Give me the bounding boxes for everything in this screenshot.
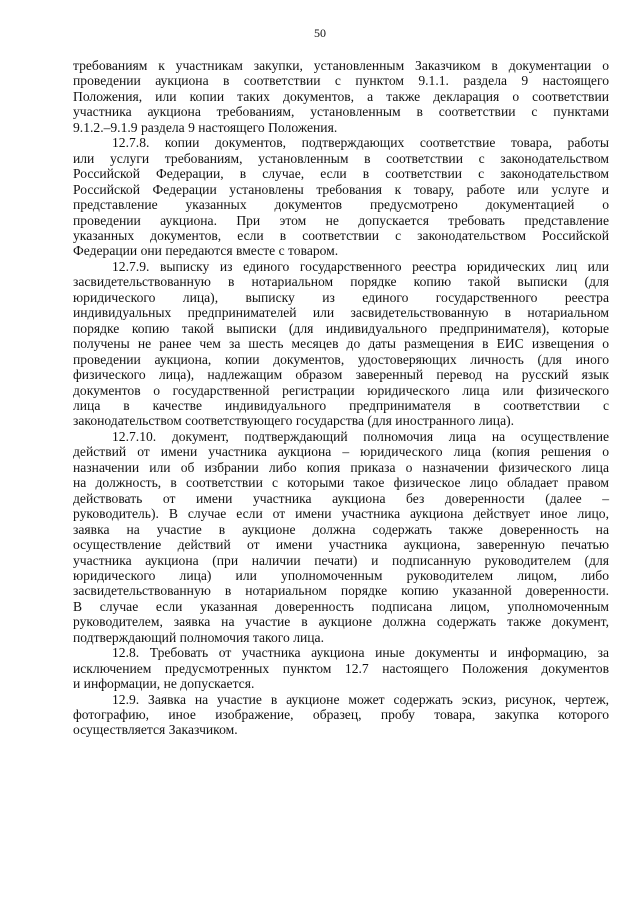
page-number: 50 [314, 26, 326, 40]
paragraph-p1279 [73, 259, 609, 429]
text-line: осуществление действий от имени участника аукциона, заверенную печатью [73, 537, 609, 553]
text-line: 12.7.8. копии документов, подтверждающих соответствие товара, работы [112, 135, 609, 151]
paragraph-p129 [73, 692, 609, 738]
paragraph-p12710 [73, 429, 609, 645]
text-line: на должность, в соответствии с которыми такое физическое лицо обладает правом [73, 475, 609, 491]
paragraph-p128 [73, 645, 609, 691]
text-line: представление указанных документов предусмотрено документацией о [73, 197, 609, 213]
text-line: Российской Федерации, в случае, если в соответствии с законодательством [73, 166, 609, 182]
text-line: осуществляется Заказчиком. [73, 722, 238, 738]
text-line: руководителем, заявка на участие в аукционе должна содержать также документ, [73, 614, 609, 630]
text-line: подтверждающий полномочия такого лица. [73, 629, 324, 645]
document-body [73, 58, 609, 738]
text-line: законодательством соответствующего государства (для иностранного лица). [73, 413, 515, 429]
text-line: и информации, не допускается. [73, 676, 255, 692]
text-line: руководитель). В случае если от имени участника аукциона действует иное лицо, [73, 506, 609, 522]
text-line: 12.8. Требовать от участника аукциона иные документы и информацию, за [112, 645, 609, 661]
text-line: требованиям к участникам закупки, установленным Заказчиком в документации о [73, 58, 609, 73]
text-line: юридического лица) или уполномоченным руководителем лицом, либо [73, 567, 609, 583]
text-line: В случае если указанная доверенность подписана лицом, уполномоченным [73, 598, 609, 614]
text-line: действовать от имени участника аукциона без доверенности (далее – [73, 490, 609, 506]
text-line: физического лица), надлежащим образом заверенный перевод на русский язык [73, 367, 609, 383]
text-line: исключением предусмотренных пунктом 12.7 настоящего Положения документов [73, 660, 609, 676]
text-line: порядке копию такой выписки (для индивидуального предпринимателя), которые [73, 320, 609, 336]
text-line: проведении аукциона, копии документов, удостоверяющих личность (для иного [73, 351, 609, 367]
text-line: действий от имени участника аукциона – юридического лица (копия решения о [73, 444, 609, 460]
text-line: 12.7.10. документ, подтверждающий полномочия лица на осуществление [112, 428, 609, 444]
paragraph-p1278 [73, 135, 609, 259]
paragraph-cont [73, 58, 609, 135]
text-line: Федерации они передаются вместе с товаром. [73, 243, 339, 259]
text-line: индивидуальных предпринимателей или засвидетельствованную в нотариальном [73, 305, 609, 321]
text-line: засвидетельствованную в нотариальном порядке копию указанной доверенности. [73, 583, 609, 599]
text-line: проведении аукциона. При этом не допускается требовать представление [73, 212, 609, 228]
text-line: Российской Федерации установлены требования к товару, работе или услуге и [73, 181, 609, 197]
text-line: лица в качестве индивидуального предпринимателя в соответствии с [73, 397, 609, 413]
text-line: участника аукциона (при наличии печати) и подписанную руководителем (для [73, 552, 609, 568]
text-line: проведении аукциона в соответствии с пунктом 9.1.1. раздела 9 настоящего [73, 73, 609, 89]
text-line: заявка на участие в аукционе должна содержать также доверенность на [73, 521, 609, 537]
text-line: указанных документов, если в соответствии с законодательством Российской [73, 227, 609, 243]
text-line: получены не ранее чем за шесть месяцев до даты размещения в ЕИС извещения о [73, 336, 609, 352]
text-line: документов о государственной регистрации юридического лица или физического [73, 382, 609, 398]
text-line: 12.7.9. выписку из единого государственного реестра юридических лиц или [112, 258, 609, 274]
text-line: или услуги требованиям, установленным в соответствии с законодательством [73, 150, 609, 166]
text-line: Положения, или копии таких документов, а также декларация о соответствии [73, 88, 609, 104]
text-line: 9.1.2.–9.1.9 раздела 9 настоящего Положения. [73, 119, 338, 135]
text-line: 12.9. Заявка на участие в аукционе может содержать эскиз, рисунок, чертеж, [112, 691, 609, 707]
text-line: фотографию, иное изображение, образец, пробу товара, закупка которого [73, 707, 609, 723]
text-line: засвидетельствованную в нотариальном порядке копию такой выписки (для [73, 274, 609, 290]
text-line: юридического лица), выписку из единого государственного реестра [73, 289, 609, 305]
text-line: назначении или об избрании либо копия приказа о назначении физического лица [73, 459, 609, 475]
text-line: участника аукциона требованиям, установленным в соответствии с пунктами [73, 104, 609, 120]
